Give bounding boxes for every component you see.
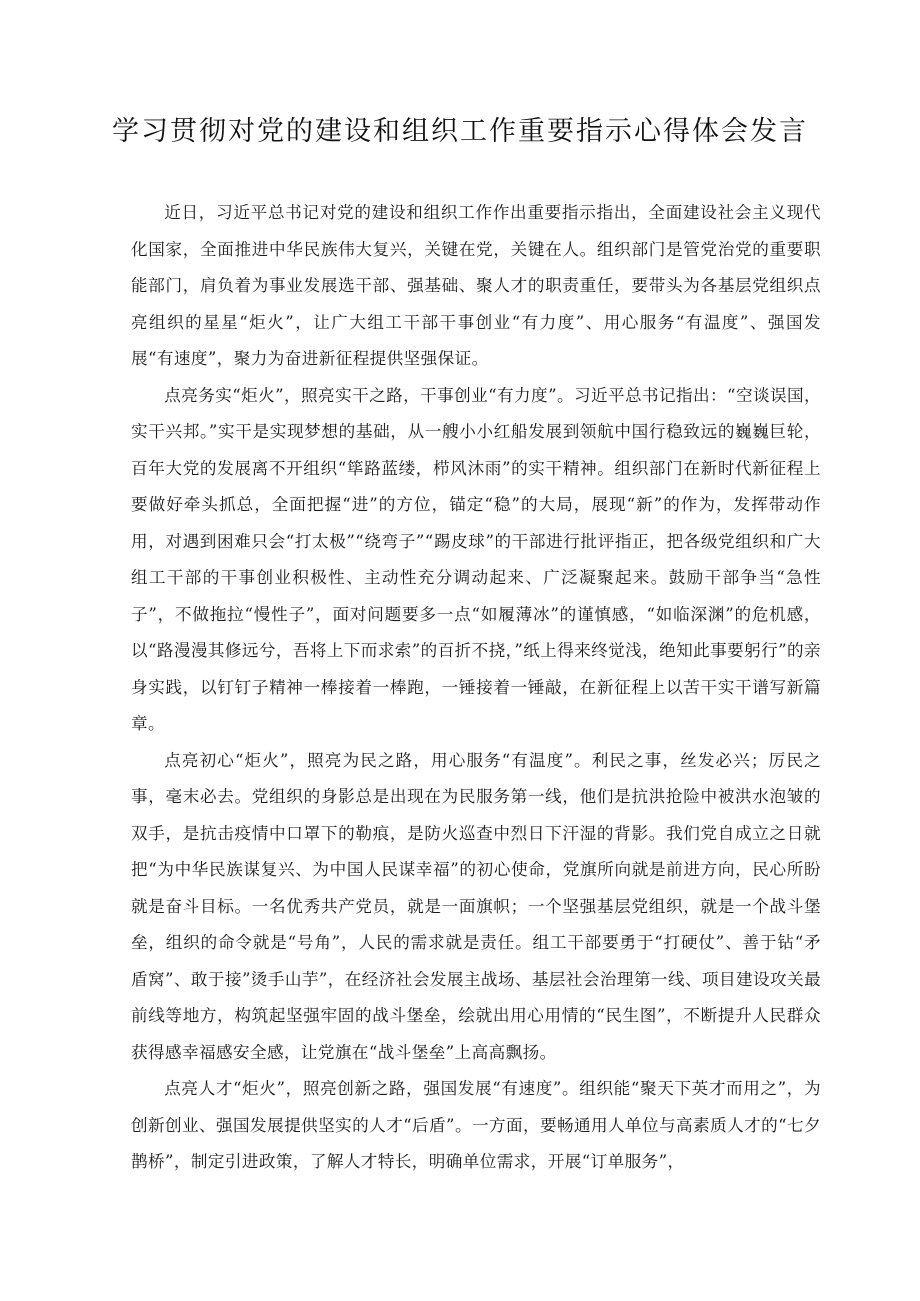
paragraph-practical-torch: 点亮务实“炬火”，照亮实干之路，干事创业“有力度”。习近平总书记指出：“空谈误国，实干兴邦。”实干是实现梦想的基础，从一艘小小红船发展到领航中国行稳致远的巍巍巨轮，百年大党的发展离不开组织“筚路蓝缕，栉风沐雨”的实干精神。组织部门在新时代新征程上要做好牵头抓总，全面把握“进”的方位，锚定“稳”的大局，展现“新”的作为，发挥带动作用，对遇到困难只会“打太极”“绕弯子”“踢皮球”的干部进行批评指正，把各级党组织和广大组工干部的干事创业积极性、主动性充分调动起来、广泛凝聚起来。鼓励干部争当“急性子”，不做拖拉“慢性子”，面对问题要多一点“如履薄冰”的谨慎感，“如临深渊”的危机感，以“路漫漫其修远兮，吾将上下而求索”的百折不挠，”纸上得来终觉浅，绝知此事要躬行”的亲身实践，以钉钉子精神一棒接着一棒跑，一锤接着一锤敲，在新征程上以苦干实干谱写新篇章。 <box>131 385 821 733</box>
paragraph-talent-torch: 点亮人才“炬火”，照亮创新之路，强国发展“有速度”。组织能“聚天下英才而用之”，为创新创业、强国发展提供坚实的人才“后盾”。一方面，要畅通用人单位与高素质人才的“七夕鹊桥”，制定引进政策，了解人才特长，明确单位需求，开展“订单服务”， <box>131 1079 821 1171</box>
paragraph-intro: 近日，习近平总书记对党的建设和组织工作作出重要指示指出，全面建设社会主义现代化国家，全面推进中华民族伟大复兴，关键在党，关键在人。组织部门是管党治党的重要职能部门，肩负着为事业发展选干部、强基础、聚人才的职责重任，要带头为各基层党组织点亮组织的星星“炬火”，让广大组工干部干事创业“有力度”、用心服务“有温度”、强国发展“有速度”，聚力为奋进新征程提供坚强保证。 <box>131 203 821 368</box>
document-body <box>131 195 821 1181</box>
paragraph-original-aspiration-torch: 点亮初心“炬火”，照亮为民之路，用心服务“有温度”。利民之事，丝发必兴；厉民之事，毫末必去。党组织的身影总是出现在为民服务第一线，他们是抗洪抢险中被洪水泡皱的双手，是抗击疫情中口罩下的勒痕，是防火巡查中烈日下汗湿的背影。我们党自成立之日就把“为中华民族谋复兴、为中国人民谋幸福”的初心使命，党旗所向就是前进方向，民心所盼就是奋斗目标。一名优秀共产党员，就是一面旗帜；一个坚强基层党组织，就是一个战斗堡垒，组织的命令就是“号角”，人民的需求就是责任。组工干部要勇于“打硬仗”、善于钻“矛盾窝”、敢于接”烫手山芋”，在经济社会发展主战场、基层社会治理第一线、项目建设攻关最前线等地方，构筑起坚强牢固的战斗堡垒，绘就出用心用情的“民生图”，不断提升人民群众获得感幸福感安全感，让党旗在“战斗堡垒”上高高飘扬。 <box>131 750 821 1062</box>
document-title: 学习贯彻对党的建设和组织工作重要指示心得体会发言 <box>112 116 808 147</box>
